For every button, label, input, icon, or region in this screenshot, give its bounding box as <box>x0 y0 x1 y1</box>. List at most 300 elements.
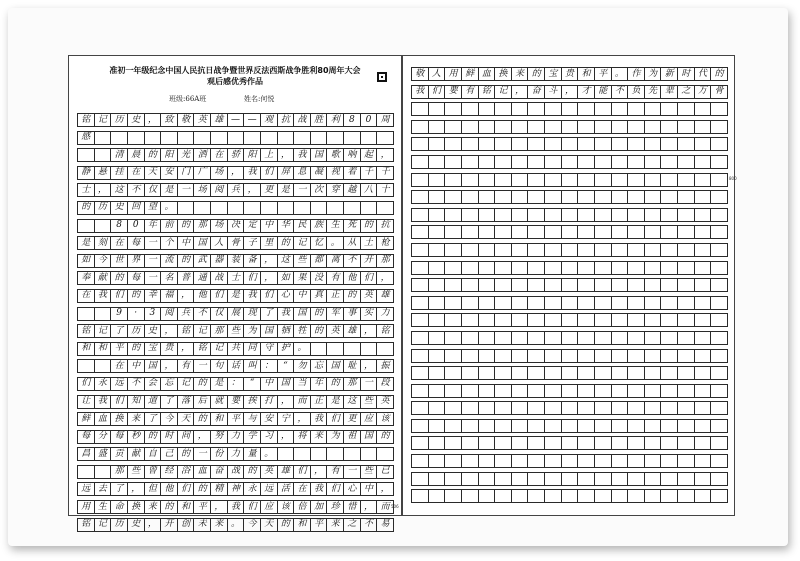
grid-cell: 静 <box>77 166 95 180</box>
grid-cell <box>594 419 612 433</box>
grid-row <box>411 173 727 187</box>
grid-cell <box>677 278 695 292</box>
grid-cell <box>644 102 662 116</box>
grid-cell: 兵 <box>227 183 245 197</box>
grid-cell <box>444 472 462 486</box>
grid-cell: 了 <box>110 482 128 496</box>
grid-cell <box>277 201 295 215</box>
grid-cell: 鲜 <box>77 412 95 426</box>
grid-cell: 一 <box>193 447 211 461</box>
grid-cell: 仅 <box>144 183 162 197</box>
grid-cell: 士 <box>77 183 95 197</box>
grid-cell <box>694 331 712 345</box>
grid-cell <box>611 208 629 222</box>
grid-cell <box>577 173 595 187</box>
grid-row <box>411 67 727 81</box>
grid-cell <box>478 120 496 134</box>
grid-cell: 千 <box>360 166 378 180</box>
grid-cell <box>594 261 612 275</box>
grid-cell: 一 <box>193 359 211 373</box>
grid-cell: 来 <box>127 412 145 426</box>
grid-cell: 的 <box>376 430 394 444</box>
grid-cell <box>627 120 645 134</box>
grid-cell <box>544 208 562 222</box>
grid-cell <box>694 137 712 151</box>
grid-cell <box>527 137 545 151</box>
grid-cell: 每 <box>77 430 95 444</box>
grid-cell: 英 <box>193 113 211 127</box>
grid-row <box>77 342 393 356</box>
grid-cell <box>694 296 712 310</box>
grid-cell: ， <box>177 342 195 356</box>
grid-cell: — <box>243 113 261 127</box>
grid-cell <box>544 331 562 345</box>
grid-cell: 的 <box>326 377 344 391</box>
grid-cell: 我 <box>310 412 328 426</box>
grid-cell <box>677 436 695 450</box>
grid-cell: 刻 <box>94 236 112 250</box>
grid-cell: 国 <box>144 359 162 373</box>
right-page <box>402 55 735 516</box>
grid-row <box>411 349 727 363</box>
grid-cell <box>694 401 712 415</box>
grid-cell <box>326 131 344 145</box>
grid-cell: 前 <box>160 219 178 233</box>
grid-cell <box>494 137 512 151</box>
grid-cell: 如 <box>77 254 95 268</box>
grid-cell: 光 <box>177 148 195 162</box>
grid-cell <box>428 436 446 450</box>
grid-cell <box>444 489 462 503</box>
grid-cell <box>277 131 295 145</box>
grid-cell: 是 <box>160 183 178 197</box>
grid-cell <box>94 465 112 479</box>
grid-cell: 铭 <box>376 324 394 338</box>
grid-cell <box>461 120 479 134</box>
grid-cell: 活 <box>277 482 295 496</box>
grid-cell <box>694 225 712 239</box>
grid-cell <box>494 296 512 310</box>
grid-cell: 如 <box>277 271 295 285</box>
grid-cell <box>478 190 496 204</box>
grid-cell <box>343 447 361 461</box>
grid-cell <box>478 173 496 187</box>
grid-cell: 作 <box>627 67 645 81</box>
grid-cell: 已 <box>376 465 394 479</box>
grid-cell <box>461 261 479 275</box>
grid-cell: 中 <box>293 289 311 303</box>
grid-cell <box>710 102 728 116</box>
grid-cell <box>561 208 579 222</box>
grid-cell <box>527 331 545 345</box>
grid-cell <box>577 155 595 169</box>
grid-cell: 是 <box>277 183 295 197</box>
grid-cell <box>577 454 595 468</box>
grid-cell <box>428 102 446 116</box>
grid-cell <box>660 489 678 503</box>
grid-cell <box>511 137 529 151</box>
grid-row <box>77 359 393 373</box>
grid-cell: 没 <box>310 271 328 285</box>
grid-cell: 的 <box>127 289 145 303</box>
grid-cell <box>326 447 344 461</box>
grid-cell <box>611 137 629 151</box>
grid-cell: 族 <box>310 219 328 233</box>
grid-cell <box>511 102 529 116</box>
grid-cell: 我 <box>94 289 112 303</box>
grid-cell: 的 <box>193 412 211 426</box>
grid-cell <box>478 454 496 468</box>
grid-cell <box>644 313 662 327</box>
grid-cell: 创 <box>177 518 195 532</box>
grid-cell: 中 <box>260 377 278 391</box>
name-info <box>244 94 274 104</box>
grid-cell: 忘 <box>310 359 328 373</box>
grid-cell <box>627 419 645 433</box>
grid-cell <box>561 261 579 275</box>
grid-cell <box>478 313 496 327</box>
grid-cell <box>544 313 562 327</box>
grid-cell <box>594 436 612 450</box>
grid-cell <box>544 419 562 433</box>
grid-cell: 阳 <box>243 148 261 162</box>
grid-cell: 了 <box>144 412 162 426</box>
grid-cell: 共 <box>227 342 245 356</box>
grid-cell <box>511 261 529 275</box>
grid-cell: 时 <box>160 430 178 444</box>
grid-cell <box>360 447 378 461</box>
grid-cell: 们 <box>110 395 128 409</box>
grid-cell: 从 <box>343 236 361 250</box>
grid-row <box>411 278 727 292</box>
grid-cell <box>544 489 562 503</box>
grid-cell: 要 <box>227 395 245 409</box>
grid-cell: 一 <box>144 271 162 285</box>
grid-cell <box>227 131 245 145</box>
grid-row <box>77 166 393 180</box>
grid-cell <box>461 173 479 187</box>
grid-cell: 来 <box>310 430 328 444</box>
grid-cell <box>710 173 728 187</box>
grid-cell <box>577 384 595 398</box>
grid-cell: 和 <box>94 342 112 356</box>
grid-cell <box>694 366 712 380</box>
grid-cell: 勿 <box>293 359 311 373</box>
grid-cell <box>478 243 496 257</box>
grid-cell <box>561 384 579 398</box>
grid-cell <box>644 190 662 204</box>
grid-cell <box>494 489 512 503</box>
grid-cell <box>494 102 512 116</box>
grid-cell <box>411 278 429 292</box>
grid-cell <box>428 419 446 433</box>
grid-cell: 更 <box>260 183 278 197</box>
grid-cell: 史 <box>127 113 145 127</box>
grid-cell: 而 <box>376 500 394 514</box>
grid-cell: 致 <box>160 113 178 127</box>
grid-cell: 与 <box>243 412 261 426</box>
grid-cell: 胜 <box>310 113 328 127</box>
grid-cell: 上 <box>260 148 278 162</box>
grid-cell <box>611 225 629 239</box>
grid-cell <box>144 131 162 145</box>
grid-cell <box>77 148 95 162</box>
grid-cell <box>527 261 545 275</box>
grid-cell: 才 <box>577 85 595 99</box>
grid-row <box>77 430 393 444</box>
grid-cell <box>411 436 429 450</box>
grid-cell <box>660 296 678 310</box>
grid-cell <box>411 225 429 239</box>
grid-cell: ， <box>160 359 178 373</box>
grid-cell: 神 <box>227 482 245 496</box>
grid-cell: 些 <box>293 254 311 268</box>
grid-cell: 们 <box>260 166 278 180</box>
grid-cell: 骨 <box>710 85 728 99</box>
grid-cell: 命 <box>110 500 128 514</box>
grid-cell: 而 <box>293 395 311 409</box>
grid-cell: 和 <box>210 412 228 426</box>
grid-cell: 记 <box>94 113 112 127</box>
grid-cell: 们 <box>428 85 446 99</box>
grid-row <box>411 137 727 151</box>
grid-cell <box>478 331 496 345</box>
grid-row <box>411 155 727 169</box>
grid-row <box>77 254 393 268</box>
grid-cell <box>594 296 612 310</box>
grid-row <box>411 331 727 345</box>
grid-cell <box>611 472 629 486</box>
grid-cell <box>660 261 678 275</box>
grid-cell <box>411 208 429 222</box>
grid-cell <box>660 436 678 450</box>
grid-cell: 穿 <box>326 183 344 197</box>
grid-cell <box>478 155 496 169</box>
grid-cell: ， <box>127 482 145 496</box>
grid-cell <box>494 436 512 450</box>
grid-cell: 现 <box>243 307 261 321</box>
grid-cell <box>193 131 211 145</box>
grid-cell: ， <box>144 518 162 532</box>
grid-cell <box>594 137 612 151</box>
grid-cell: 将 <box>293 430 311 444</box>
grid-cell: 英 <box>360 289 378 303</box>
grid-cell: 年 <box>310 377 328 391</box>
grid-cell <box>561 190 579 204</box>
grid-cell <box>677 419 695 433</box>
grid-cell <box>326 201 344 215</box>
grid-cell <box>411 261 429 275</box>
grid-cell <box>461 384 479 398</box>
grid-cell <box>677 313 695 327</box>
grid-cell <box>710 208 728 222</box>
left-page <box>68 55 402 530</box>
grid-cell: 们 <box>326 412 344 426</box>
grid-cell: 心 <box>343 482 361 496</box>
grid-cell <box>710 155 728 169</box>
grid-cell <box>627 243 645 257</box>
name-value: 何悦 <box>260 95 275 103</box>
grid-row <box>411 313 727 327</box>
grid-row <box>77 236 393 250</box>
grid-cell <box>594 102 612 116</box>
grid-cell: 装 <box>227 254 245 268</box>
grid-cell: 贵 <box>160 342 178 356</box>
grid-cell <box>428 401 446 415</box>
grid-cell <box>527 190 545 204</box>
grid-cell <box>428 243 446 257</box>
grid-cell: 力 <box>376 307 394 321</box>
grid-cell <box>293 131 311 145</box>
grid-cell: 9 <box>110 307 128 321</box>
grid-cell <box>627 331 645 345</box>
grid-cell: 学 <box>243 430 261 444</box>
grid-cell: 当 <box>293 377 311 391</box>
grid-cell <box>611 436 629 450</box>
grid-cell <box>527 472 545 486</box>
grid-cell: 中 <box>127 359 145 373</box>
grid-cell: 敬 <box>411 67 429 81</box>
grid-row <box>77 307 393 321</box>
grid-cell <box>677 102 695 116</box>
grid-cell: 人 <box>210 236 228 250</box>
grid-cell: 的 <box>193 377 211 391</box>
grid-cell <box>511 278 529 292</box>
grid-cell: 民 <box>293 219 311 233</box>
grid-cell <box>494 401 512 415</box>
grid-cell: 骄 <box>227 148 245 162</box>
grid-row <box>77 148 393 162</box>
grid-cell <box>411 349 429 363</box>
grid-cell <box>343 131 361 145</box>
grid-cell: 盛 <box>94 447 112 461</box>
grid-cell <box>511 225 529 239</box>
grid-cell <box>227 201 245 215</box>
grid-cell <box>577 225 595 239</box>
grid-cell: ， <box>561 85 579 99</box>
grid-cell <box>428 366 446 380</box>
grid-cell <box>411 296 429 310</box>
grid-cell: 英 <box>376 395 394 409</box>
grid-cell: 开 <box>160 518 178 532</box>
grid-cell <box>627 489 645 503</box>
grid-cell: 那 <box>210 324 228 338</box>
grid-cell: 史 <box>110 201 128 215</box>
grid-cell <box>444 366 462 380</box>
grid-cell: 望 <box>144 201 162 215</box>
grid-cell: 代 <box>694 67 712 81</box>
grid-row <box>77 465 393 479</box>
grid-cell <box>627 454 645 468</box>
grid-cell <box>77 359 95 373</box>
grid-cell <box>611 155 629 169</box>
grid-cell: 安 <box>260 412 278 426</box>
grid-cell <box>461 366 479 380</box>
grid-cell: 广 <box>193 166 211 180</box>
grid-cell <box>644 401 662 415</box>
grid-cell <box>627 225 645 239</box>
grid-cell: 的 <box>277 518 295 532</box>
grid-cell <box>644 137 662 151</box>
grid-cell: 感 <box>77 131 95 145</box>
grid-cell: 是 <box>210 377 228 391</box>
grid-cell: 守 <box>260 342 278 356</box>
grid-cell: 抗 <box>277 113 295 127</box>
grid-cell: 场 <box>210 166 228 180</box>
grid-cell <box>694 278 712 292</box>
grid-cell: 的 <box>144 430 162 444</box>
grid-cell: 雄 <box>277 465 295 479</box>
grid-cell: 普 <box>177 271 195 285</box>
grid-cell: 3 <box>144 307 162 321</box>
grid-cell <box>110 131 128 145</box>
grid-cell: 那 <box>343 377 361 391</box>
grid-cell <box>660 401 678 415</box>
grid-cell: 一 <box>343 465 361 479</box>
grid-cell: ， <box>277 148 295 162</box>
grid-cell <box>660 419 678 433</box>
grid-cell: 天 <box>260 518 278 532</box>
grid-cell <box>627 296 645 310</box>
grid-cell: ， <box>277 430 295 444</box>
grid-cell: 今 <box>160 412 178 426</box>
grid-cell <box>478 296 496 310</box>
grid-cell: 骨 <box>227 236 245 250</box>
grid-cell <box>710 349 728 363</box>
grid-cell <box>494 331 512 345</box>
grid-cell <box>611 278 629 292</box>
grid-cell <box>577 120 595 134</box>
grid-cell: 努 <box>210 430 228 444</box>
grid-cell: 洒 <box>193 148 211 162</box>
grid-cell <box>594 331 612 345</box>
grid-cell <box>77 307 95 321</box>
grid-cell <box>428 173 446 187</box>
grid-cell: 贵 <box>561 67 579 81</box>
grid-cell <box>660 137 678 151</box>
grid-cell: ， <box>511 85 529 99</box>
grid-cell: 力 <box>227 430 245 444</box>
grid-row <box>411 85 727 99</box>
grid-cell: 事 <box>343 307 361 321</box>
grid-cell <box>660 243 678 257</box>
grid-cell <box>527 278 545 292</box>
grid-cell: 正 <box>326 289 344 303</box>
grid-cell: “ <box>243 377 261 391</box>
grid-cell: 远 <box>77 482 95 496</box>
grid-cell: 场 <box>210 219 228 233</box>
grid-cell: 的 <box>343 289 361 303</box>
document-title: 准初一年级纪念中国人民抗日战争暨世界反法西斯战争胜利80周年大会 <box>109 66 361 75</box>
class-label: 班级: <box>169 95 186 103</box>
grid-cell <box>77 219 95 233</box>
grid-cell <box>611 102 629 116</box>
grid-cell <box>694 436 712 450</box>
grid-cell <box>544 454 562 468</box>
grid-cell: 周 <box>376 113 394 127</box>
grid-cell: ， <box>144 113 162 127</box>
grid-cell <box>611 296 629 310</box>
grid-cell: 0 <box>127 219 145 233</box>
grid-cell: 之 <box>677 85 695 99</box>
grid-cell: 平 <box>227 412 245 426</box>
grid-row <box>411 296 727 310</box>
grid-cell <box>611 489 629 503</box>
grid-cell: 起 <box>360 148 378 162</box>
grid-cell: 间 <box>177 430 195 444</box>
grid-cell: ， <box>360 500 378 514</box>
grid-cell <box>411 155 429 169</box>
